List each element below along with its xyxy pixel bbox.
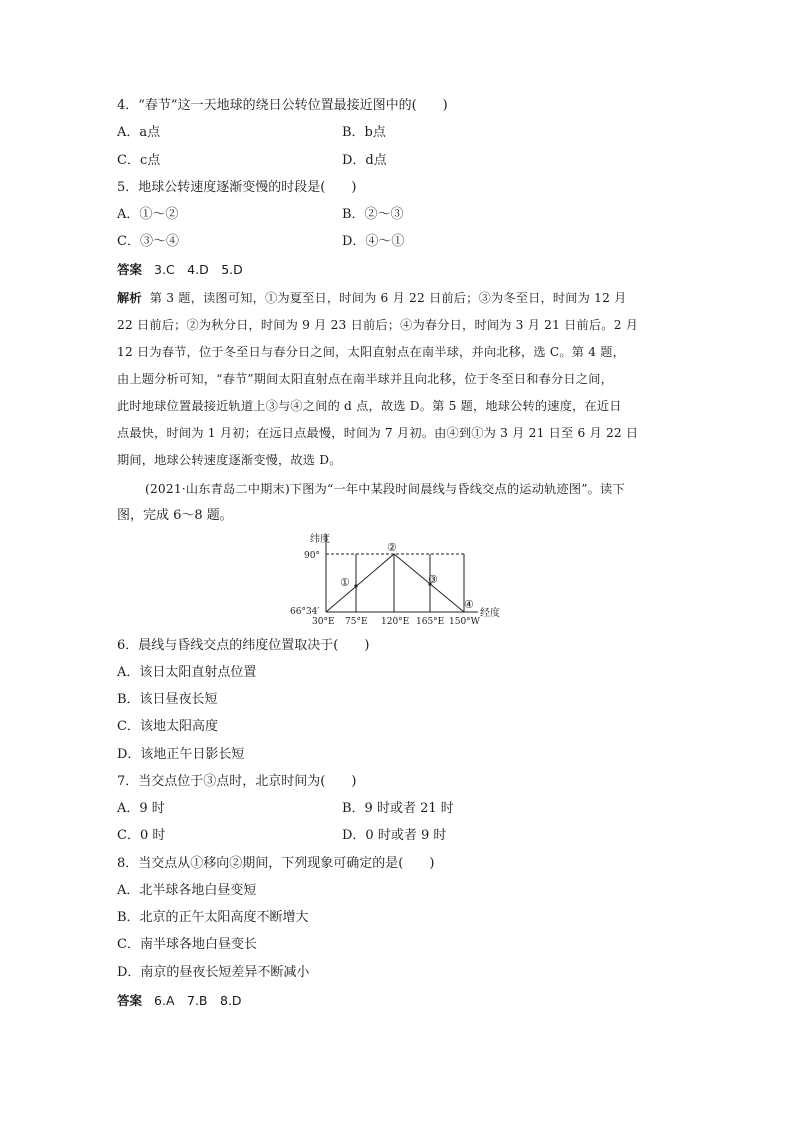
point-2-label: ② xyxy=(387,541,397,554)
explanation-label: 解析 xyxy=(117,291,142,305)
q7-option-a: A．9 时 xyxy=(117,801,165,816)
q8-option-b: B．北京的正午太阳高度不断增大 xyxy=(117,910,309,925)
y-tick-90: 90° xyxy=(304,551,320,561)
point-4-label: ④ xyxy=(464,598,474,611)
q4-option-d: D．d点 xyxy=(342,153,387,168)
intro-line-1: (2021·山东青岛二中期末)下图为“一年中某段时间晨线与昏线交点的运动轨迹图”。读下 xyxy=(145,482,625,496)
q5-option-b: B．②～③ xyxy=(342,207,404,222)
point-3-label: ③ xyxy=(428,573,438,586)
x-tick-165e: 165°E xyxy=(416,617,445,626)
q6-option-d: D．该地正午日影长短 xyxy=(117,747,245,762)
x-tick-120e: 120°E xyxy=(381,617,410,626)
q6-option-b: B．该日昼夜长短 xyxy=(117,692,218,707)
answer-2-label: 答案 xyxy=(117,993,143,1008)
answer-1-text: 3.C 4.D 5.D xyxy=(154,262,243,277)
point-1-dot xyxy=(354,584,357,587)
answer-1-label: 答案 xyxy=(117,262,143,277)
q6-option-c: C．该地太阳高度 xyxy=(117,719,218,734)
q4-stem: 4．“春节”这一天地球的绕日公转位置最接近图中的( ) xyxy=(117,98,448,113)
q8-stem: 8．当交点从①移向②期间，下列现象可确定的是( ) xyxy=(117,856,435,871)
q8-option-c: C．南半球各地白昼变长 xyxy=(117,937,257,952)
point-1-label: ① xyxy=(340,576,350,589)
q5-option-d: D．④～① xyxy=(342,234,405,249)
y-axis-label: 纬度 xyxy=(310,534,330,545)
explanation-line-4: 由上题分析可知，“春节”期间太阳直射点在南半球并且向北移，位于冬至日和春分日之间， xyxy=(117,372,613,386)
y-tick-6634: 66°34′ xyxy=(290,607,320,617)
terminator-track-diagram xyxy=(282,530,512,626)
explanation-line-6: 点最快，时间为 1 月初；在远日点最慢，时间为 7 月初。由④到①为 3 月 21 日至 6 月 22 日 xyxy=(117,426,639,440)
q8-option-d: D．南京的昼夜长短差异不断减小 xyxy=(117,965,310,980)
explanation-line-1 xyxy=(117,289,627,307)
answer-2 xyxy=(117,992,242,1010)
q7-option-c: C．0 时 xyxy=(117,828,166,843)
explanation-line-5: 此时地球位置最接近轨道上③与④之间的 d 点，故选 D。第 5 题，地球公转的速度，在近日 xyxy=(117,399,622,413)
q8-option-a: A．北半球各地白昼变短 xyxy=(117,883,257,898)
q7-option-d: D．0 时或者 9 时 xyxy=(342,828,447,843)
intro-line-2: 图，完成 6～8 题。 xyxy=(117,508,233,523)
q4-option-c: C．c点 xyxy=(117,153,161,168)
q5-option-c: C．③～④ xyxy=(117,234,179,249)
q7-stem: 7．当交点位于③点时，北京时间为( ) xyxy=(117,774,357,789)
explanation-line-2: 22 日前后；②为秋分日，时间为 9 月 23 日前后；④为春分日，时间为 3 月 21 日前后。2 月 xyxy=(117,318,639,332)
answer-2-text: 6.A 7.B 8.D xyxy=(154,993,242,1008)
explanation-line-7: 期间，地球公转速度逐渐变慢，故选 D。 xyxy=(117,453,342,467)
answer-1 xyxy=(117,261,243,279)
explanation-line-3: 12 日为春节，位于冬至日与春分日之间，太阳直射点在南半球，并向北移，选 C。第 4 题， xyxy=(117,345,626,359)
q5-stem: 5．地球公转速度逐渐变慢的时段是( ) xyxy=(117,180,357,195)
x-tick-75e: 75°E xyxy=(345,617,368,626)
x-tick-30e: 30°E xyxy=(312,617,335,626)
explanation-text: 第 3 题，读图可知，①为夏至日，时间为 6 月 22 日前后；③为冬至日，时间为 12 月 xyxy=(149,291,627,305)
q4-option-b: B．b点 xyxy=(342,125,386,140)
q4-option-a: A．a点 xyxy=(117,125,161,140)
x-tick-150w: 150°W xyxy=(449,617,480,626)
q6-option-a: A．该日太阳直射点位置 xyxy=(117,665,257,680)
q7-option-b: B．9 时或者 21 时 xyxy=(342,801,454,816)
x-axis-label: 经度 xyxy=(480,608,500,619)
q6-stem: 6．晨线与昏线交点的纬度位置取决于( ) xyxy=(117,638,370,653)
q5-option-a: A．①～② xyxy=(117,207,179,222)
